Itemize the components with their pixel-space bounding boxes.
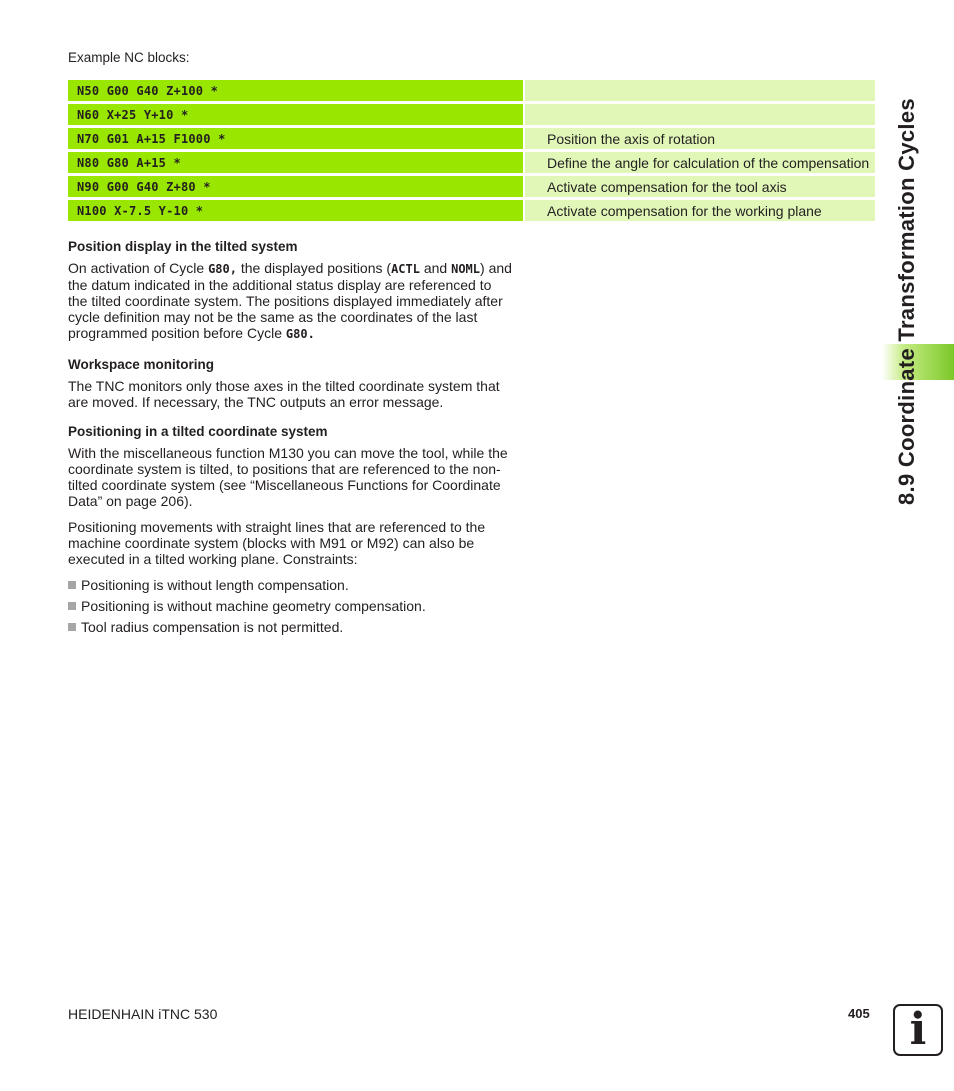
positioning-paragraph-2: Positioning movements with straight lines that are referenced to the machine coordinate system (blocks with M91 or M92) can also be executed in a tilted working plane. Constraints: [68,519,486,567]
text-run: ) and the datum indicated in the additional status display are referenced to the tilted coordinate system. The positions displayed immediately after cycle definition may not be the same as the coordinates of the last programmed position before Cycle [68,260,512,341]
code-noml: NOML [451,262,481,276]
page-number: 405 [848,1006,870,1021]
nc-code: N90 G00 G40 Z+80 * [68,176,523,197]
text-run: On activation of Cycle [68,260,209,276]
footer-product: HEIDENHAIN iTNC 530 [68,1006,218,1022]
positioning-paragraph-1: With the miscellaneous function M130 you can move the tool, while the coordinate system is tilted, to positions that are referenced to the non-tilted coordinate system (see “Miscellaneous Functions for Coordinate Data” on page 206). [68,445,508,509]
list-item: Positioning is without machine geometry compensation. [68,598,513,614]
body-text-column [68,239,513,640]
nc-comment: Define the angle for calculation of the compensation [525,152,875,173]
position-display-paragraph [68,260,513,342]
nc-comment: Activate compensation for the tool axis [525,176,875,197]
list-item: Positioning is without length compensation. [68,577,513,593]
text-run: and [419,260,452,276]
text-run: the displayed positions ( [236,260,392,276]
side-chapter-title-text: 8.9 Coordinate Transformation Cycles [894,98,919,505]
constraints-list [68,577,513,635]
nc-code: N100 X-7.5 Y-10 * [68,200,523,221]
table-row [68,176,875,197]
nc-comment: Activate compensation for the working plane [525,200,875,221]
workspace-paragraph: The TNC monitors only those axes in the tilted coordinate system that are moved. If necessary, the TNC outputs an error message. [68,378,500,410]
heading-position-display: Position display in the tilted system [68,239,298,254]
nc-blocks-table [68,77,875,224]
info-icon-glyph: i [909,1004,927,1055]
code-actl: ACTL [391,262,420,276]
table-row [68,200,875,221]
table-row [68,104,875,125]
nc-comment [525,80,875,101]
nc-code: N80 G80 A+15 * [68,152,523,173]
nc-code: N50 G00 G40 Z+100 * [68,80,523,101]
table-row [68,152,875,173]
intro-text: Example NC blocks: [68,50,190,65]
table-row [68,128,875,149]
heading-workspace-monitoring: Workspace monitoring [68,357,215,372]
code-g80-end: G80. [285,327,315,341]
nc-comment: Position the axis of rotation [525,128,875,149]
info-icon [893,1004,943,1056]
nc-code: N70 G01 A+15 F1000 * [68,128,523,149]
code-g80: G80, [208,262,237,276]
heading-positioning-tilted: Positioning in a tilted coordinate system [68,424,328,439]
table-row [68,80,875,101]
nc-code: N60 X+25 Y+10 * [68,104,523,125]
list-item: Tool radius compensation is not permitted. [68,619,513,635]
nc-comment [525,104,875,125]
